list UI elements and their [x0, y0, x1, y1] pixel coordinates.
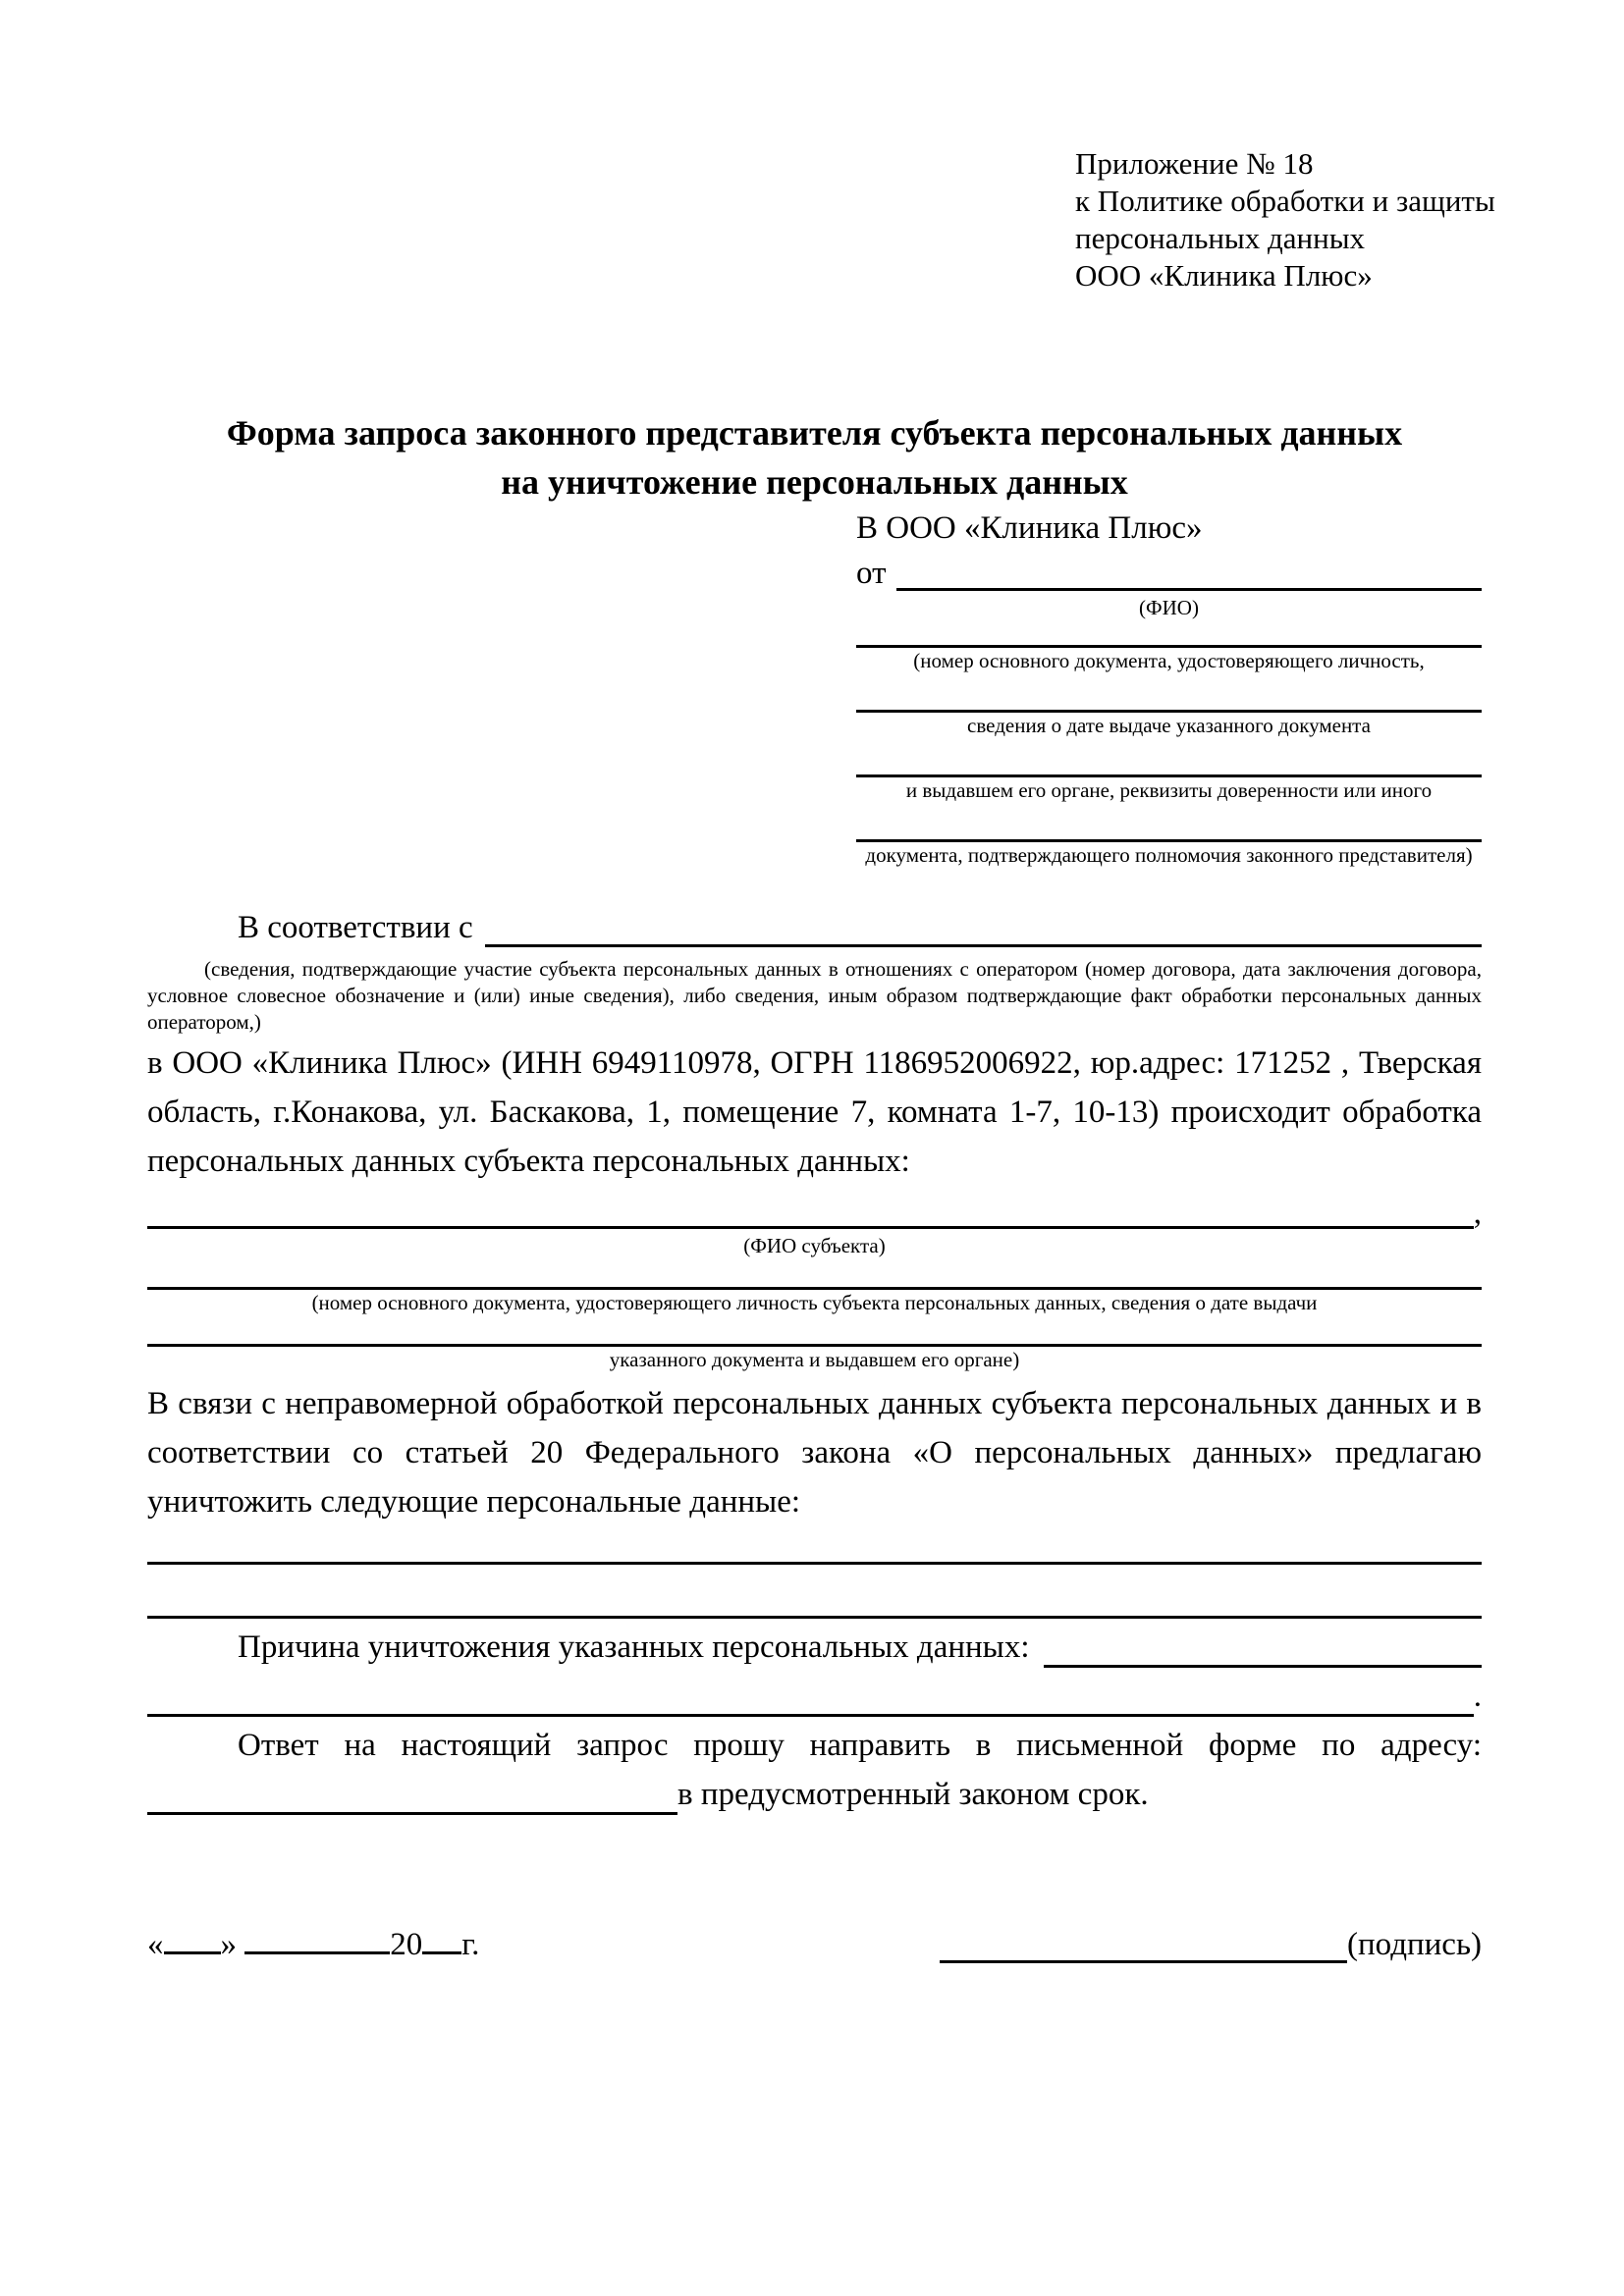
operator-paragraph: в ООО «Клиника Плюс» (ИНН 6949110978, ОГРН 1186952006922, юр.адрес: 171252 , Тверская область, г.Конакова, ул. Баскакова, 1, помещение 7, комната 1-7, 10-13) происходит обработка персональных данных субъекта персональных данных:	[147, 1045, 1482, 1179]
accordance-label: В соответствии с	[238, 910, 473, 945]
date-day-blank	[164, 1919, 221, 1954]
authority-document-caption: документа, подтверждающего полномочия законного представителя)	[865, 843, 1473, 867]
title-line-1: Форма запроса законного представителя субъекта персональных данных	[226, 413, 1403, 453]
subject-document-blank-line	[147, 1257, 1482, 1290]
signature-field	[940, 1922, 1482, 1967]
identity-document-caption: (номер основного документа, удостоверяющего личность,	[913, 649, 1425, 672]
accordance-field	[147, 904, 1482, 951]
addressee-organization: В ООО «Клиника Плюс»	[856, 510, 1203, 546]
subject-fio-comma: ,	[1473, 1196, 1482, 1231]
identity-document-blank-line	[856, 619, 1482, 648]
date-year-prefix: 20	[390, 1927, 423, 1962]
data-to-destroy-blank-line-2	[147, 1565, 1482, 1619]
subject-document-caption-2: указанного документа и выдавшем его органе)	[609, 1348, 1020, 1371]
subject-document-caption-1: (номер основного документа, удостоверяющего личность субъекта персональных данных, сведения о дате выдачи	[311, 1291, 1318, 1314]
date-quote-open: «	[147, 1927, 164, 1962]
appendix-policy-line-1: к Политике обработки и защиты	[1075, 184, 1495, 218]
issue-date-caption: сведения о дате выдаче указанного документа	[967, 714, 1371, 737]
from-label: от	[856, 556, 887, 591]
footer-row	[147, 1919, 1482, 1967]
date-month-blank	[244, 1919, 390, 1954]
date-year-blank	[422, 1919, 461, 1954]
accordance-blank-line	[485, 944, 1482, 947]
reply-address-field	[147, 1770, 1482, 1819]
appendix-number: Приложение № 18	[1075, 146, 1314, 181]
destruction-reason-blank-line-2	[147, 1714, 1474, 1717]
destruction-reason-continuation	[147, 1672, 1482, 1721]
from-field	[856, 552, 1482, 595]
subject-fio-blank-line	[147, 1226, 1474, 1229]
title-line-2: на уничтожение персональных данных	[501, 462, 1128, 502]
signature-caption: (подпись)	[1347, 1927, 1482, 1962]
date-year-suffix: г.	[461, 1927, 480, 1962]
document-title	[147, 408, 1482, 507]
authority-document-blank-line	[856, 802, 1482, 842]
accordance-note: (сведения, подтверждающие участие субъекта персональных данных в отношениях с оператором (номер договора, дата заключения договора, условное словесное обозначение и (или) иные сведения), либо сведения, иным образом подтверждающие факт обработки персональных данных оператором,)	[147, 957, 1482, 1034]
date-field	[147, 1919, 479, 1967]
addressee-block	[856, 507, 1482, 867]
appendix-organization: ООО «Клиника Плюс»	[1075, 258, 1373, 293]
issuing-authority-blank-line	[856, 737, 1482, 777]
data-to-destroy-blank-line-1	[147, 1526, 1482, 1565]
subject-fio-caption: (ФИО субъекта)	[743, 1234, 886, 1257]
signature-blank-line	[940, 1960, 1347, 1963]
destruction-reason-field	[147, 1623, 1482, 1672]
from-blank-line	[896, 588, 1483, 591]
date-quote-close: »	[220, 1927, 237, 1962]
subject-document-issuer-blank-line	[147, 1314, 1482, 1347]
reply-suffix: в предусмотренный законом срок.	[677, 1777, 1149, 1812]
fio-caption: (ФИО)	[1139, 596, 1199, 619]
reason-period: .	[1473, 1679, 1482, 1714]
subject-fio-field	[147, 1194, 1482, 1233]
issue-date-blank-line	[856, 672, 1482, 713]
destruction-reason-blank-line	[1044, 1665, 1482, 1668]
destruction-reason-label: Причина уничтожения указанных персональных данных:	[238, 1629, 1030, 1665]
unlawful-processing-paragraph: В связи с неправомерной обработкой персональных данных субъекта персональных данных и в соответствии со статьей 20 Федерального закона «О персональных данных» предлагаю уничтожить следующие персональные данные:	[147, 1386, 1482, 1520]
issuing-authority-caption: и выдавшем его органе, реквизиты доверенности или иного	[905, 778, 1433, 802]
reply-address-blank-line	[147, 1812, 677, 1815]
reply-request-paragraph: Ответ на настоящий запрос прошу направить в письменной форме по адресу:	[238, 1728, 1482, 1763]
appendix-header	[1075, 145, 1507, 294]
appendix-policy-line-2: персональных данных	[1075, 221, 1366, 255]
